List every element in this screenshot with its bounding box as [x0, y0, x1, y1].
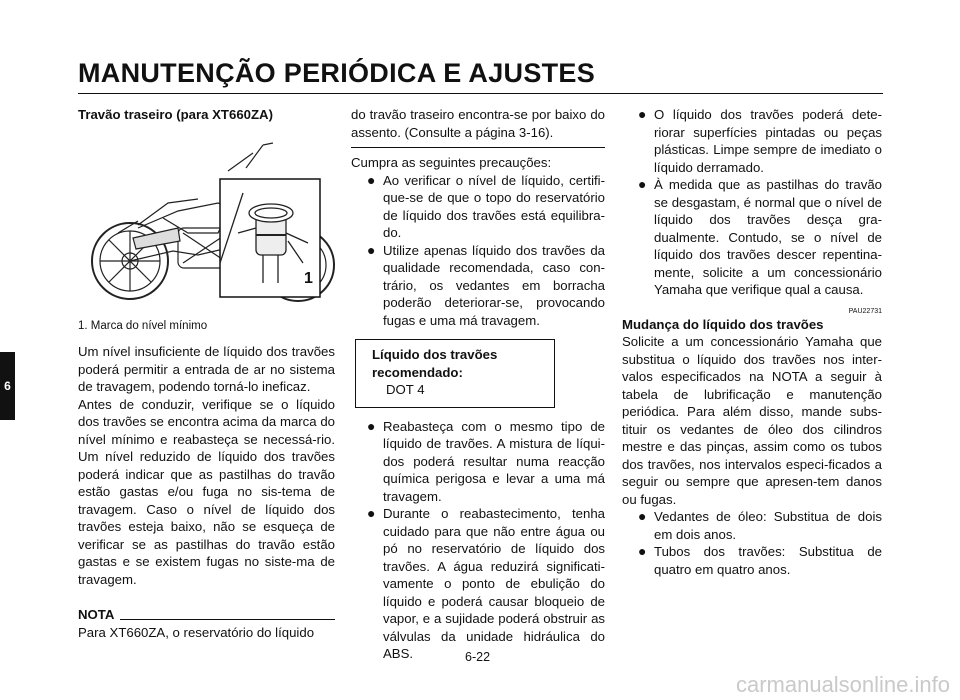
spec-label: Líquido dos travões recomendado:	[372, 347, 498, 380]
bullet-item: ● Reabasteça com o mesmo tipo de líquido de travões. A mistura de líqui-dos poderá resultar numa reacção química perigosa e levar a uma má travagem.	[367, 417, 605, 504]
bullet-icon: ●	[638, 176, 647, 192]
chapter-tab: 6	[0, 352, 15, 420]
bullet-icon: ●	[367, 241, 376, 258]
note-continuation: do travão traseiro encontra-se por baixo do assento. (Consulte a página 3-16).	[351, 107, 605, 140]
reference-code: PAU22731	[848, 307, 882, 315]
callout-number: 1	[304, 269, 313, 287]
bullet-item: ● Ao verificar o nível de líquido, certifi-que-se de que o topo do reservatório de líquido dos travões está equilibra-do.	[367, 171, 605, 240]
figure-caption: 1. Marca do nível mínimo	[78, 319, 208, 332]
bullet-icon: ●	[367, 171, 376, 188]
bullet-item: ● Durante o reabastecimento, tenha cuidado para que não entre água ou pó no reservatório de líquido dos travões. A água reduzirá significati-vamente o ponto de ebulição do líquido e poderá causar bloqueio de vapor, e a sujidade poderá obstruir as válvulas da unidade hidráulica do ABS.	[367, 505, 605, 661]
note-heading	[78, 606, 335, 624]
spec-box	[355, 339, 555, 408]
section-heading: Mudança do líquido dos travões	[622, 316, 824, 332]
page-number: 6-22	[465, 650, 491, 664]
motorcycle-illustration	[78, 133, 335, 308]
motorcycle-figure	[78, 133, 335, 308]
column-2	[351, 106, 605, 663]
watermark: carmanualsonline.info	[735, 672, 950, 697]
paragraph: Solicite a um concessionário Yamaha que substitua o líquido dos travões nos inter-valos especificados na NOTA a seguir à tabela de lubrificação e manutenção periódica. Para além disso, mande subs-tituir os vedantes de óleo dos cilindros mestre e das pinças, assim como os tubos dos travões, nos intervalos especi-ficados a seguir ou sempre que apresen-tem danos ou fugas.	[622, 334, 882, 507]
bullet-icon: ●	[638, 106, 647, 122]
note-rule	[120, 619, 335, 620]
bullet-icon: ●	[638, 543, 647, 559]
spec-value: DOT 4	[386, 382, 425, 397]
section-heading: Travão traseiro (para XT660ZA)	[78, 107, 273, 122]
bullet-icon: ●	[367, 505, 376, 521]
note-label: NOTA	[78, 607, 115, 622]
bullet-item: ● O líquido dos travões poderá dete-riorar superfícies pintadas ou peças plásticas. Limpe sempre de imediato o líquido derramado.	[638, 106, 882, 175]
column-1	[78, 106, 335, 641]
note-text: Para XT660ZA, o reservatório do líquido	[78, 624, 315, 640]
bullet-icon: ●	[638, 508, 647, 524]
precaution-rule	[351, 147, 605, 148]
bullet-item: ● Utilize apenas líquido dos travões da qualidade recomendada, caso con-trário, os vedantes em borracha poderão deteriorar-se, provocando fugas e uma má travagem.	[367, 241, 605, 328]
header-rule	[78, 93, 883, 94]
paragraph: Um nível insuficiente de líquido dos travões poderá permitir a entrada de ar no sistema de travagem, podendo torná-lo ineficaz.	[78, 344, 335, 394]
bullet-item: ● Tubos dos travões: Substitua de quatro em quatro anos.	[638, 543, 882, 577]
page-header: MANUTENÇÃO PERIÓDICA E AJUSTES	[78, 58, 596, 88]
paragraph: Antes de conduzir, verifique se o líquido dos travões se encontra acima da marca do nível mínimo e reabasteça se necessá-rio. Um nível reduzido de líquido dos travões poderá indicar que as pastilhas do travão estão gastas e/ou fuga no sis-tema de travagem. Caso o nível de líquido dos travões esteja baixo, não se esqueça de verificar se as pastilhas do travão estão gastas e se existem fugas no siste-ma de travagem.	[78, 396, 335, 587]
precautions-intro: Cumpra as seguintes precauções:	[351, 155, 552, 170]
bullet-item: ● À medida que as pastilhas do travão se desgastam, é normal que o nível de líquido dos travões desça gra-dualmente. Contudo, se o nível de líquido dos travões descer repentina-mente, solicite a um concessionário Yamaha que verifique qual a causa.	[638, 176, 882, 297]
bullet-item: ● Vedantes de óleo: Substitua de dois em dois anos.	[638, 508, 882, 542]
column-3	[622, 106, 882, 578]
bullet-icon: ●	[367, 417, 376, 434]
